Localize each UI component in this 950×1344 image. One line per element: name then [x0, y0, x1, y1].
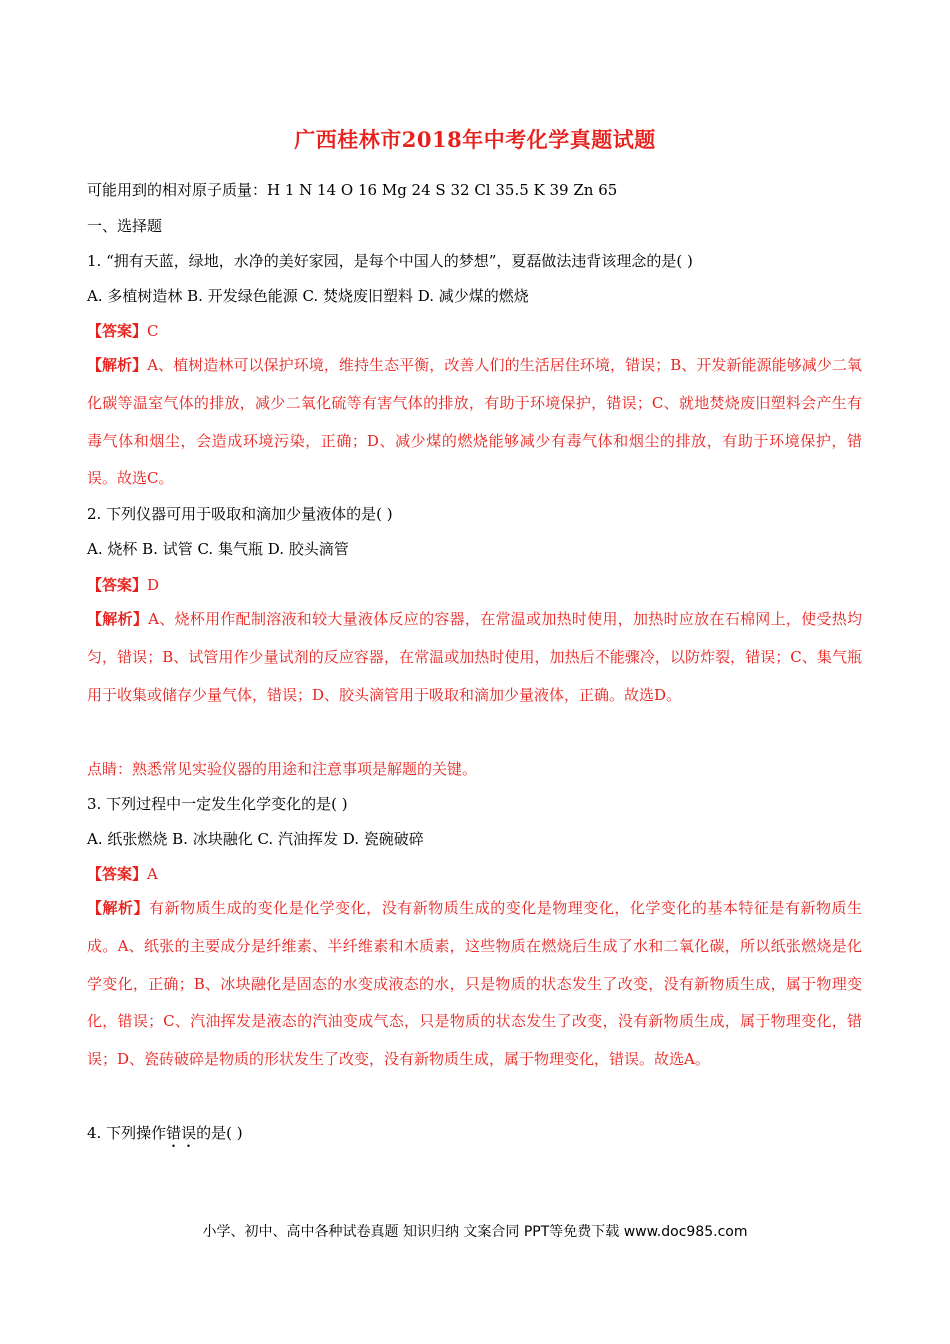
question-4-stem-emphasis: 错误: [166, 1124, 197, 1142]
question-2-analysis: [87, 601, 862, 714]
analysis-text: 有新物质生成的变化是化学变化，没有新物质生成的变化是物理变化，化学变化的基本特征是有新物质生成。A、纸张的主要成分是纤维素、半纤维素和木质素，这些物质在燃烧后生成了水和二氧化碳，所以纸张燃烧是化学变化，正确；B、冰块融化是固态的水变成液态的水，只是物质的状态发生了改变，没有新物质生成，属于物理变化，错误；C、汽油挥发是液态的汽油变成气态，只是物质的状态发生了改变，没有新物质生成，属于物理变化，错误；D、瓷砖破碎是物质的形状发生了改变，没有新物质生成，属于物理变化，错误。故选A。: [87, 899, 862, 1069]
analysis-tag: 【解析】: [87, 356, 148, 374]
question-3-stem: 3. 下列过程中一定发生化学变化的是( ): [87, 795, 348, 813]
question-1-stem: 1. “拥有天蓝，绿地，水净的美好家园，是每个中国人的梦想”，夏磊做法违背该理念的是( ): [87, 252, 693, 270]
answer-tag: 【答案】: [87, 865, 148, 883]
footer-text: 小学、初中、高中各种试卷真题 知识归纳 文案合同 PPT等免费下载 www.doc985.com: [202, 1224, 748, 1240]
answer-tag: 【答案】: [87, 576, 148, 594]
answer-value: C: [147, 322, 159, 340]
question-4-stem-post: 的是( ): [196, 1124, 243, 1142]
answer-tag: 【答案】: [87, 322, 148, 340]
question-1-options: A. 多植树造林 B. 开发绿色能源 C. 焚烧废旧塑料 D. 减少煤的燃烧: [87, 287, 529, 305]
answer-value: A: [147, 865, 158, 883]
answer-value: D: [147, 576, 160, 594]
section-heading: 一、选择题: [87, 217, 163, 235]
analysis-text: A、烧杯用作配制溶液和较大量液体反应的容器，在常温或加热时使用，加热时应放在石棉网上，使受热均匀，错误；B、试管用作少量试剂的反应容器，在常温或加热时使用，加热后不能骤冷，以防炸裂，错误；C、集气瓶用于收集或储存少量气体，错误；D、胶头滴管用于吸取和滴加少量液体，正确。故选D。: [87, 610, 862, 704]
analysis-text: A、植树造林可以保护环境，维持生态平衡，改善人们的生活居住环境，错误；B、开发新能源能够减少二氧化碳等温室气体的排放，减少二氧化硫等有害气体的排放，有助于环境保护，错误；C、就地焚烧废旧塑料会产生有毒气体和烟尘，会造成环境污染，正确；D、减少煤的燃烧能够减少有毒气体和烟尘的排放，有助于环境保护，错误。故选C。: [87, 356, 862, 488]
question-3-options: A. 纸张燃烧 B. 冰块融化 C. 汽油挥发 D. 瓷碗破碎: [87, 830, 424, 848]
page-title: 广西桂林市2018年中考化学真题试题: [294, 127, 656, 152]
question-2-options: A. 烧杯 B. 试管 C. 集气瓶 D. 胶头滴管: [87, 540, 349, 558]
atomic-mass-line: 可能用到的相对原子质量：H 1 N 14 O 16 Mg 24 S 32 Cl 35.5 K 39 Zn 65: [87, 181, 618, 199]
question-1-analysis: [87, 347, 862, 498]
analysis-tag: 【解析】: [87, 610, 149, 628]
question-4-stem-pre: 4. 下列操作: [87, 1124, 167, 1142]
analysis-tag: 【解析】: [87, 899, 150, 917]
question-2-stem: 2. 下列仪器可用于吸取和滴加少量液体的是( ): [87, 505, 393, 523]
question-2-tip: 点睛：熟悉常见实验仪器的用途和注意事项是解题的关键。: [87, 760, 478, 778]
question-3-analysis: [87, 890, 862, 1079]
question-1-answer: [87, 321, 159, 341]
question-2-answer: [87, 575, 159, 595]
question-3-answer: [87, 864, 158, 884]
question-4-stem: [87, 1123, 243, 1151]
